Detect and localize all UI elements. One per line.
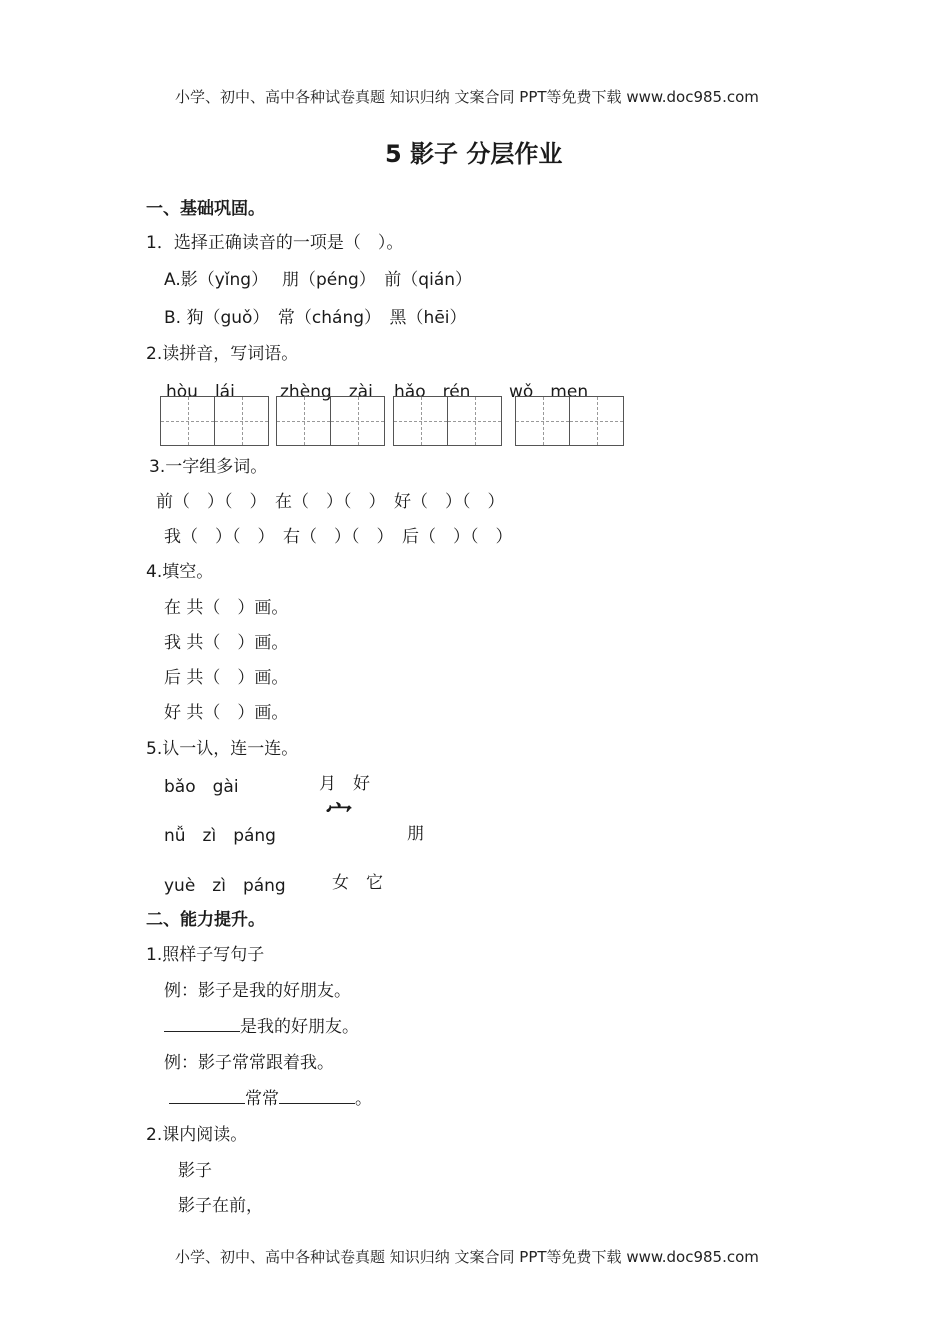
- p1-stem: 1.照样子写句子: [146, 945, 265, 965]
- fill-blank[interactable]: [169, 1086, 245, 1104]
- writing-grid-2[interactable]: [276, 396, 385, 446]
- writing-grid-4[interactable]: [515, 396, 624, 446]
- q4-stem: 4.填空。: [146, 562, 214, 582]
- q3-row-2: 我（ ）（ ） 右（ ）（ ） 后（ ）（ ）: [164, 527, 513, 547]
- section-basic: 一、基础巩固。: [146, 199, 265, 219]
- q4-line-2: 我 共（ ）画。: [164, 633, 289, 653]
- q4-line-4: 好 共（ ）画。: [164, 703, 289, 723]
- q4-line-3: 后 共（ ）画。: [164, 668, 289, 688]
- writing-grid-1[interactable]: [160, 396, 269, 446]
- q2-pinyin-3: hǎo rén: [394, 382, 471, 402]
- q2-pinyin-1: hòu lái: [166, 382, 235, 402]
- page-footer: 小学、初中、高中各种试卷真题 知识归纳 文案合同 PPT等免费下载 www.doc985.com: [175, 1248, 759, 1266]
- q2-pinyin-4: wǒ men: [509, 382, 589, 402]
- q5-chars-row-1: 月 好: [319, 774, 370, 794]
- fill-mid-2: 常常: [245, 1089, 279, 1109]
- q2-pinyin-2: zhèng zài: [280, 382, 373, 402]
- page-header: 小学、初中、高中各种试卷真题 知识归纳 文案合同 PPT等免费下载 www.doc985.com: [175, 88, 759, 106]
- writing-grid-3[interactable]: [393, 396, 502, 446]
- p2-stem: 2.课内阅读。: [146, 1125, 248, 1145]
- poem-title: 影子: [178, 1161, 212, 1181]
- q5-stem: 5.认一认，连一连。: [146, 739, 299, 759]
- q1-option-a: A.影（yǐng） 朋（péng） 前（qián）: [164, 270, 473, 290]
- poem-line-1: 影子在前，: [178, 1196, 263, 1216]
- q5-chars-row-2: 朋: [407, 824, 424, 844]
- q4-line-1: 在 共（ ）画。: [164, 598, 289, 618]
- fill-tail-2: 。: [355, 1089, 372, 1109]
- page-title: 5 影子 分层作业: [385, 140, 563, 168]
- p1-example-2: 例：影子常常跟着我。: [164, 1053, 334, 1073]
- p1-fill-sentence-2: [169, 1084, 372, 1109]
- p1-fill-sentence-1: [164, 1012, 359, 1037]
- fill-blank[interactable]: [279, 1086, 355, 1104]
- section-advanced: 二、能力提升。: [146, 910, 265, 930]
- q5-pinyin-1: bǎo gài: [164, 777, 239, 797]
- q5-chars-row-3: 女 它: [332, 873, 383, 893]
- q5-pinyin-3: yuè zì páng: [164, 876, 286, 896]
- q1-option-b: B. 狗（guǒ） 常（cháng） 黑（hēi）: [164, 308, 467, 328]
- q2-stem: 2.读拼音，写词语。: [146, 344, 299, 364]
- q1-stem: 1．选择正确读音的一项是（ ）。: [146, 233, 404, 253]
- q5-pinyin-2: nǚ zì páng: [164, 826, 276, 846]
- q3-stem: 3.一字组多词。: [149, 457, 268, 477]
- q3-row-1: 前（ ）（ ） 在（ ）（ ） 好（ ）（ ）: [156, 492, 505, 512]
- p1-example-1: 例：影子是我的好朋友。: [164, 981, 351, 1001]
- q5-radical: 宀: [326, 800, 353, 830]
- fill-blank[interactable]: [164, 1014, 240, 1032]
- fill-tail-1: 是我的好朋友。: [240, 1017, 359, 1037]
